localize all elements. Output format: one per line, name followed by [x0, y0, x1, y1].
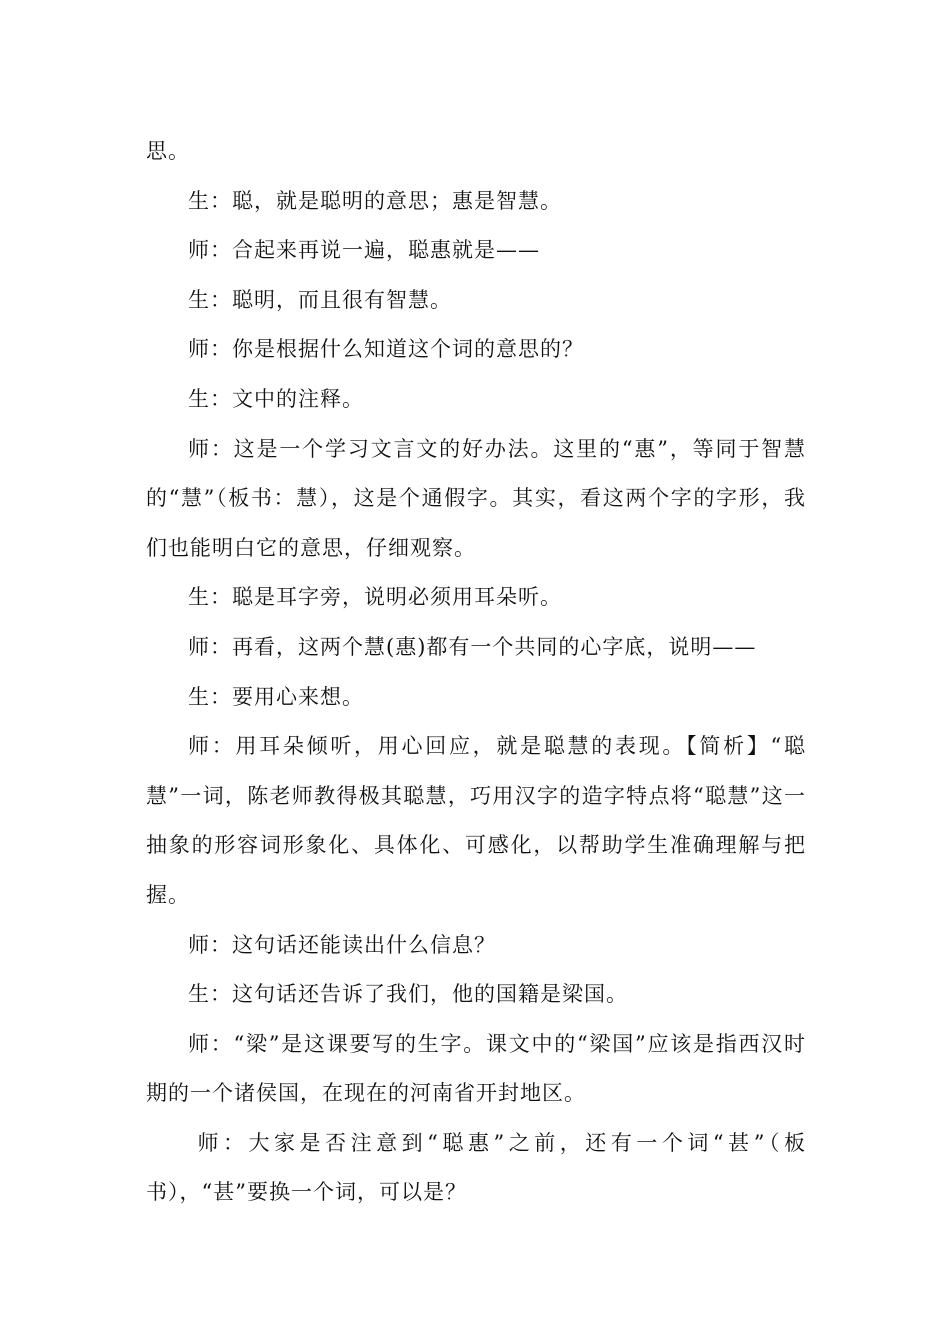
- document-body: [146, 127, 806, 1218]
- paragraph-teacher-5: 师：这句话还能读出什么信息？: [188, 932, 496, 957]
- paragraph-teacher-7: 师：大家是否注意到“聪惠”之前，还有一个词“甚”（板书），“甚”要换一个词，可以是？: [146, 1130, 806, 1205]
- paragraph-student-2: 生：聪明，而且很有智慧。: [188, 287, 452, 312]
- paragraph-teacher-4: 师：再看，这两个慧(惠)都有一个共同的心字底，说明——: [188, 634, 757, 659]
- paragraph-student-4: 生：聪是耳字旁，说明必须用耳朵听。: [188, 585, 562, 610]
- paragraph-student-6: 生：这句话还告诉了我们，他的国籍是梁国。: [188, 982, 628, 1007]
- paragraph-teacher-analysis: 师：用耳朵倾听，用心回应，就是聪慧的表现。【简析】“聪慧”一词，陈老师教得极其聪慧，巧用汉字的造字特点将“聪慧”这一抽象的形容词形象化、具体化、可感化，以帮助学生准确理解与把握。: [146, 734, 806, 907]
- paragraph-teacher-3: 师：这是一个学习文言文的好办法。这里的“惠”，等同于智慧的“慧”（板书：慧），这是个通假字。其实，看这两个字的字形，我们也能明白它的意思，仔细观察。: [146, 436, 806, 560]
- paragraph-teacher-6: 师：“梁”是这课要写的生字。课文中的“梁国”应该是指西汉时期的一个诸侯国，在现在的河南省开封地区。: [146, 1031, 806, 1106]
- paragraph-continuation: 思。: [146, 139, 190, 163]
- paragraph-student-3: 生：文中的注释。: [188, 386, 364, 411]
- paragraph-teacher-1: 师：合起来再说一遍，聪惠就是——: [188, 238, 540, 263]
- paragraph-student-5: 生：要用心来想。: [188, 684, 364, 709]
- paragraph-teacher-2: 师：你是根据什么知道这个词的意思的？: [188, 337, 584, 362]
- paragraph-student-1: 生：聪，就是聪明的意思；惠是智慧。: [188, 188, 562, 213]
